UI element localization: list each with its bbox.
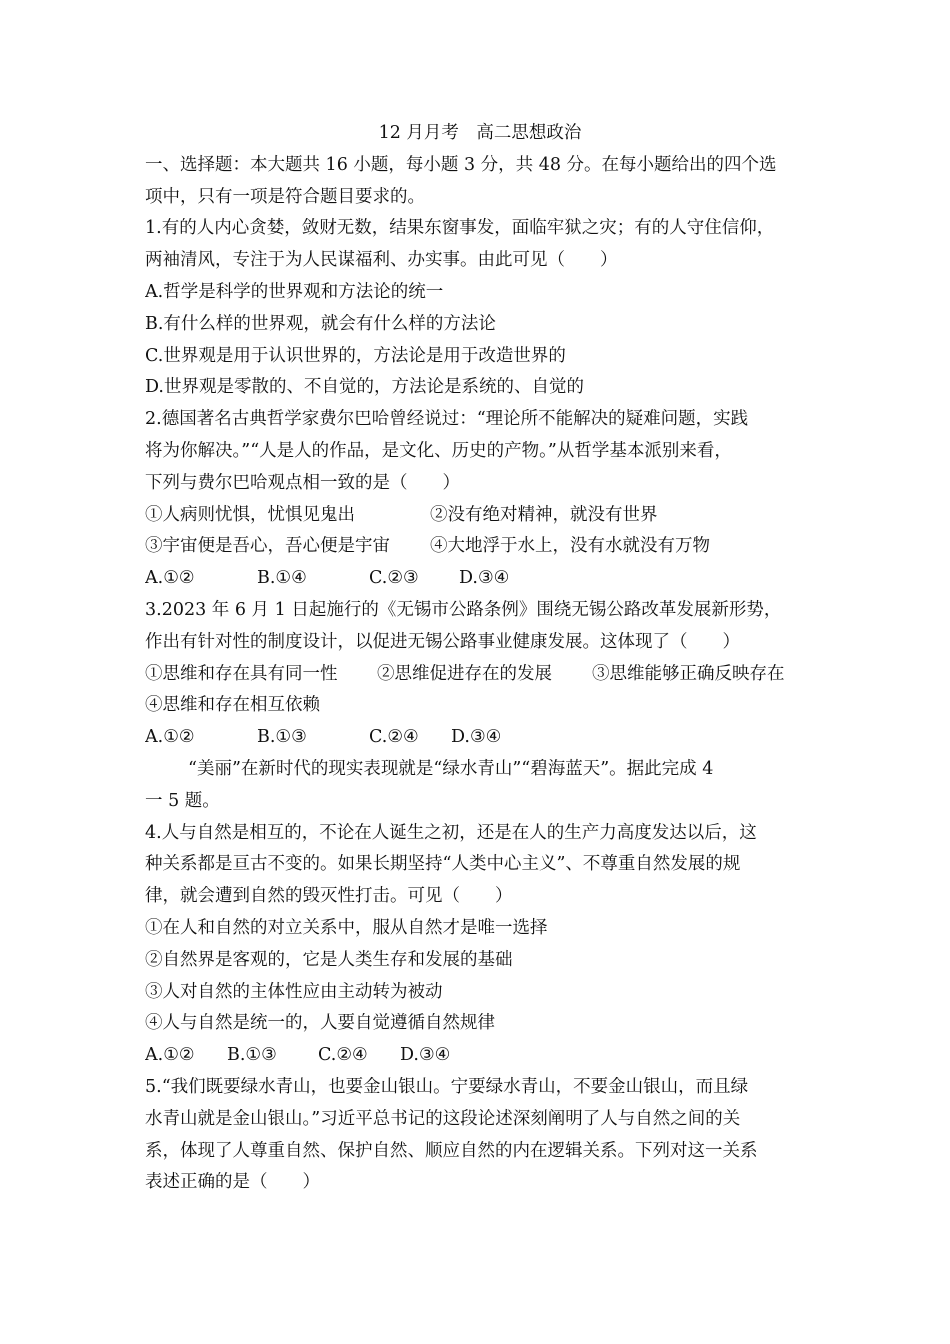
- q1-stem-line-1: 1.有的人内心贪婪，敛财无数，结果东窗事发，面临牢狱之灾；有的人守住信仰，: [145, 218, 775, 239]
- q3-item-2: ②思维促进存在的发展: [377, 663, 552, 684]
- q3-choices: [145, 722, 815, 754]
- q3-item-4: ④思维和存在相互依赖: [145, 695, 320, 716]
- q2-choice-b: B.①④: [257, 568, 307, 589]
- q5-stem-line-2: 水青山就是金山银山。”习近平总书记的这段论述深刻阐明了人与自然之间的关: [145, 1108, 741, 1129]
- q4-choices: [145, 1040, 815, 1072]
- q3-choice-c: C.②④: [369, 727, 419, 748]
- q1-option-c: C.世界观是用于认识世界的，方法论是用于改造世界的: [145, 345, 566, 366]
- q2-choice-c: C.②③: [369, 568, 419, 589]
- q2-item-4: ④大地浮于水上，没有水就没有万物: [430, 536, 710, 557]
- q4-item-4: ④人与自然是统一的，人要自觉遵循自然规律: [145, 1013, 495, 1034]
- q3-items-row-1: [145, 659, 815, 691]
- q4-item-2: ②自然界是客观的，它是人类生存和发展的基础: [145, 949, 513, 970]
- q2-item-2: ②没有绝对精神，就没有世界: [430, 504, 658, 525]
- q2-stem-line-2: 将为你解决。”“人是人的作品，是文化、历史的产物。”从哲学基本派别来看，: [145, 440, 732, 461]
- q4-5-intro-line-1: “美丽”在新时代的现实表现就是“绿水青山”“碧海蓝天”。据此完成 4: [188, 758, 714, 779]
- q2-stem-line-3: 下列与费尔巴哈观点相一致的是（ ）: [145, 472, 460, 493]
- q5-stem-line-4: 表述正确的是（ ）: [145, 1172, 320, 1193]
- q3-choice-a: A.①②: [145, 727, 195, 748]
- q4-choice-c: C.②④: [318, 1045, 368, 1066]
- q4-item-3: ③人对自然的主体性应由主动转为被动: [145, 981, 443, 1002]
- q4-stem-line-1: 4.人与自然是相互的，不论在人诞生之初，还是在人的生产力高度发达以后，这: [145, 822, 757, 843]
- q2-choice-a: A.①②: [145, 568, 195, 589]
- exam-content: [145, 118, 815, 1199]
- q4-choice-a: A.①②: [145, 1045, 195, 1066]
- q2-items-row-2: [145, 531, 815, 563]
- q4-stem-line-2: 种关系都是亘古不变的。如果长期坚持“人类中心主义”、不尊重自然发展的规: [145, 854, 741, 875]
- q3-item-1: ①思维和存在具有同一性: [145, 663, 338, 684]
- q2-stem-line-1: 2.德国著名古典哲学家费尔巴哈曾经说过：“理论所不能解决的疑难问题，实践: [145, 409, 749, 430]
- section-heading-line-2: 项中，只有一项是符合题目要求的。: [145, 186, 425, 207]
- q3-choice-d: D.③④: [451, 727, 502, 748]
- q3-stem-line-2: 作出有针对性的制度设计，以促进无锡公路事业健康发展。这体现了（ ）: [145, 631, 740, 652]
- q1-option-d: D.世界观是零散的、不自觉的，方法论是系统的、自觉的: [145, 377, 584, 398]
- q4-choice-d: D.③④: [400, 1045, 451, 1066]
- q1-option-a: A.哲学是科学的世界观和方法论的统一: [145, 281, 444, 302]
- q2-items-row-1: [145, 500, 815, 532]
- q5-stem-line-3: 系，体现了人尊重自然、保护自然、顺应自然的内在逻辑关系。下列对这一关系: [145, 1140, 758, 1161]
- q4-stem-line-3: 律，就会遭到自然的毁灭性打击。可见（ ）: [145, 886, 513, 907]
- q3-item-3: ③思维能够正确反映存在: [592, 663, 785, 684]
- page-title: 12 月月考 高二思想政治: [378, 123, 582, 143]
- q2-item-3: ③宇宙便是吾心，吾心便是宇宙: [145, 536, 390, 557]
- q3-stem-line-1: 3.2023 年 6 月 1 日起施行的《无锡市公路条例》围绕无锡公路改革发展新形势，: [145, 599, 782, 620]
- q2-item-1: ①人病则忧惧，忧惧见鬼出: [145, 504, 355, 525]
- q4-5-intro-line-2: 一 5 题。: [145, 790, 220, 811]
- q4-choice-b: B.①③: [227, 1045, 277, 1066]
- q5-stem-line-1: 5.“我们既要绿水青山，也要金山银山。宁要绿水青山，不要金山银山，而且绿: [145, 1076, 749, 1097]
- q3-choice-b: B.①③: [257, 727, 307, 748]
- q2-choice-d: D.③④: [459, 568, 510, 589]
- section-heading-line-1: 一、选择题：本大题共 16 小题，每小题 3 分，共 48 分。在每小题给出的四个选: [145, 154, 777, 175]
- q1-stem-line-2: 两袖清风，专注于为人民谋福利、办实事。由此可见（ ）: [145, 250, 618, 271]
- q1-option-b: B.有什么样的世界观，就会有什么样的方法论: [145, 313, 496, 334]
- q4-item-1: ①在人和自然的对立关系中，服从自然才是唯一选择: [145, 917, 548, 938]
- q2-choices: [145, 563, 815, 595]
